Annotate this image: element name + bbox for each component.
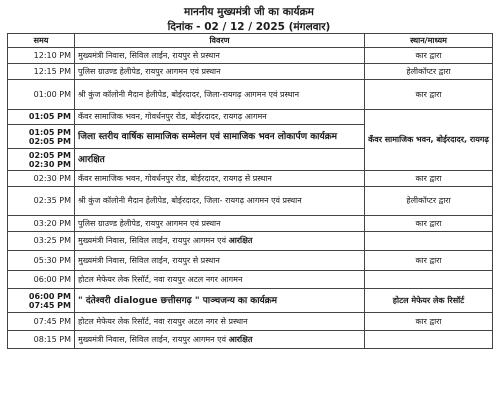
table-row xyxy=(8,271,493,289)
row-time-start: 06:00 PM xyxy=(28,291,71,301)
row-time: 01:05 PM xyxy=(8,110,75,125)
row-mode xyxy=(365,331,493,349)
table-row xyxy=(8,216,493,232)
row-mode xyxy=(365,232,493,251)
row-mode: कार द्वारा xyxy=(365,251,493,271)
row-mode: कार द्वारा xyxy=(365,48,493,64)
row-time: 02:35 PM xyxy=(8,187,75,216)
row-time: 08:15 PM xyxy=(8,331,75,349)
row-mode: कार द्वारा xyxy=(365,216,493,232)
row-mode: होटल मेफेयर लेक रिसॉर्ट xyxy=(365,289,493,313)
table-header-row xyxy=(8,34,493,48)
row-time-start: 01:05 PM xyxy=(28,127,71,137)
table-row xyxy=(8,232,493,251)
row-time: 12:15 PM xyxy=(8,64,75,80)
row-details: कँवर सामाजिक भवन, गोवर्धनपुर रोड, बोईरदादर, रायगढ़ से प्रस्थान xyxy=(75,171,365,187)
row-time: 01:00 PM xyxy=(8,80,75,110)
venue-label: कँवर सामाजिक भवन, बोईरदादर, रायगढ़ xyxy=(368,135,489,144)
reserved-label: आरक्षित xyxy=(228,236,253,245)
row-time-end: 02:30 PM xyxy=(28,159,71,169)
row-details xyxy=(75,232,365,251)
row-details: श्री कुंज कॉलोनी मैदान हेलीपेड, बोईरदादर, जिला-रायगढ़ आगमन एवं प्रस्थान xyxy=(75,80,365,110)
row-time: 03:20 PM xyxy=(8,216,75,232)
header-details: विवरण xyxy=(75,34,365,48)
reserved-label: आरक्षित xyxy=(228,334,253,344)
row-mode xyxy=(365,110,493,171)
row-time-end: 02:05 PM xyxy=(28,136,71,146)
row-details-text: मुख्यमंत्री निवास, सिविल लाईन, रायपुर आगमन एवं xyxy=(78,334,229,344)
row-time: 06:00 PM xyxy=(8,271,75,289)
table-row xyxy=(8,313,493,331)
row-time: 05:30 PM xyxy=(8,251,75,271)
document-date: दिनांक - 02 / 12 / 2025 (मंगलवार) xyxy=(167,21,331,33)
row-details: पुलिस ग्राउण्ड हेलीपेड, रायपुर आगमन एवं प्रस्थान xyxy=(75,64,365,80)
row-details xyxy=(75,331,365,349)
row-details: आरक्षित xyxy=(75,149,365,171)
row-mode: कार द्वारा xyxy=(365,80,493,110)
table-row xyxy=(8,171,493,187)
row-details: मुख्यमंत्री निवास, सिविल लाईन, रायपुर से प्रस्थान xyxy=(75,48,365,64)
row-details: पुलिस ग्राउण्ड हेलीपेड, रायपुर आगमन एवं प्रस्थान xyxy=(75,216,365,232)
row-mode xyxy=(365,271,493,289)
row-details: कँवर सामाजिक भवन, गोवर्धनपुर रोड, बोईरदादर, रायगढ़ आगमन xyxy=(75,110,365,125)
table-row xyxy=(8,48,493,64)
table-row xyxy=(8,64,493,80)
row-time-start: 02:05 PM xyxy=(28,150,71,160)
table-row xyxy=(8,251,493,271)
row-details-text: मुख्यमंत्री निवास, सिविल लाईन, रायपुर आगमन एवं xyxy=(78,236,229,245)
row-time: 02:30 PM xyxy=(8,171,75,187)
table-row xyxy=(8,187,493,216)
row-mode: हेलीकॉप्टर द्वारा xyxy=(365,187,493,216)
row-details: होटल मेफेयर लेक रिसॉर्ट, नवा रायपुर अटल नगर से प्रस्थान xyxy=(75,313,365,331)
row-time xyxy=(8,289,75,313)
row-details: होटल मेफेयर लेक रिसॉर्ट, नवा रायपुर अटल नगर आगमन xyxy=(75,271,365,289)
row-details: जिला स्तरीय वार्षिक सामाजिक सम्मेलन एवं सामाजिक भवन लोकार्पण कार्यक्रम xyxy=(75,125,365,149)
row-mode: कार द्वारा xyxy=(365,313,493,331)
row-time: 12:10 PM xyxy=(8,48,75,64)
row-mode: हेलीकॉप्टर द्वारा xyxy=(365,64,493,80)
document-title: माननीय मुख्यमंत्री जी का कार्यक्रम xyxy=(184,6,314,18)
schedule-table xyxy=(7,33,493,349)
row-details: " दंतेश्वरी dialogue छत्तीसगढ़ " पाञ्चजन्य का कार्यक्रम xyxy=(75,289,365,313)
row-time xyxy=(8,125,75,149)
row-details: मुख्यमंत्री निवास, सिविल लाईन, रायपुर से प्रस्थान xyxy=(75,251,365,271)
row-time xyxy=(8,149,75,171)
row-mode: कार द्वारा xyxy=(365,171,493,187)
table-row xyxy=(8,80,493,110)
row-time: 07:45 PM xyxy=(8,313,75,331)
row-time: 03:25 PM xyxy=(8,232,75,251)
row-time-end: 07:45 PM xyxy=(28,300,71,310)
row-details: श्री कुंज कॉलोनी मैदान हेलीपेड, बोईरदादर, जिला- रायगढ़ आगमन एवं प्रस्थान xyxy=(75,187,365,216)
table-row xyxy=(8,289,493,313)
header-place: स्थान/माध्यम xyxy=(365,34,493,48)
table-row xyxy=(8,331,493,349)
table-row xyxy=(8,110,493,125)
header-time: समय xyxy=(8,34,75,48)
